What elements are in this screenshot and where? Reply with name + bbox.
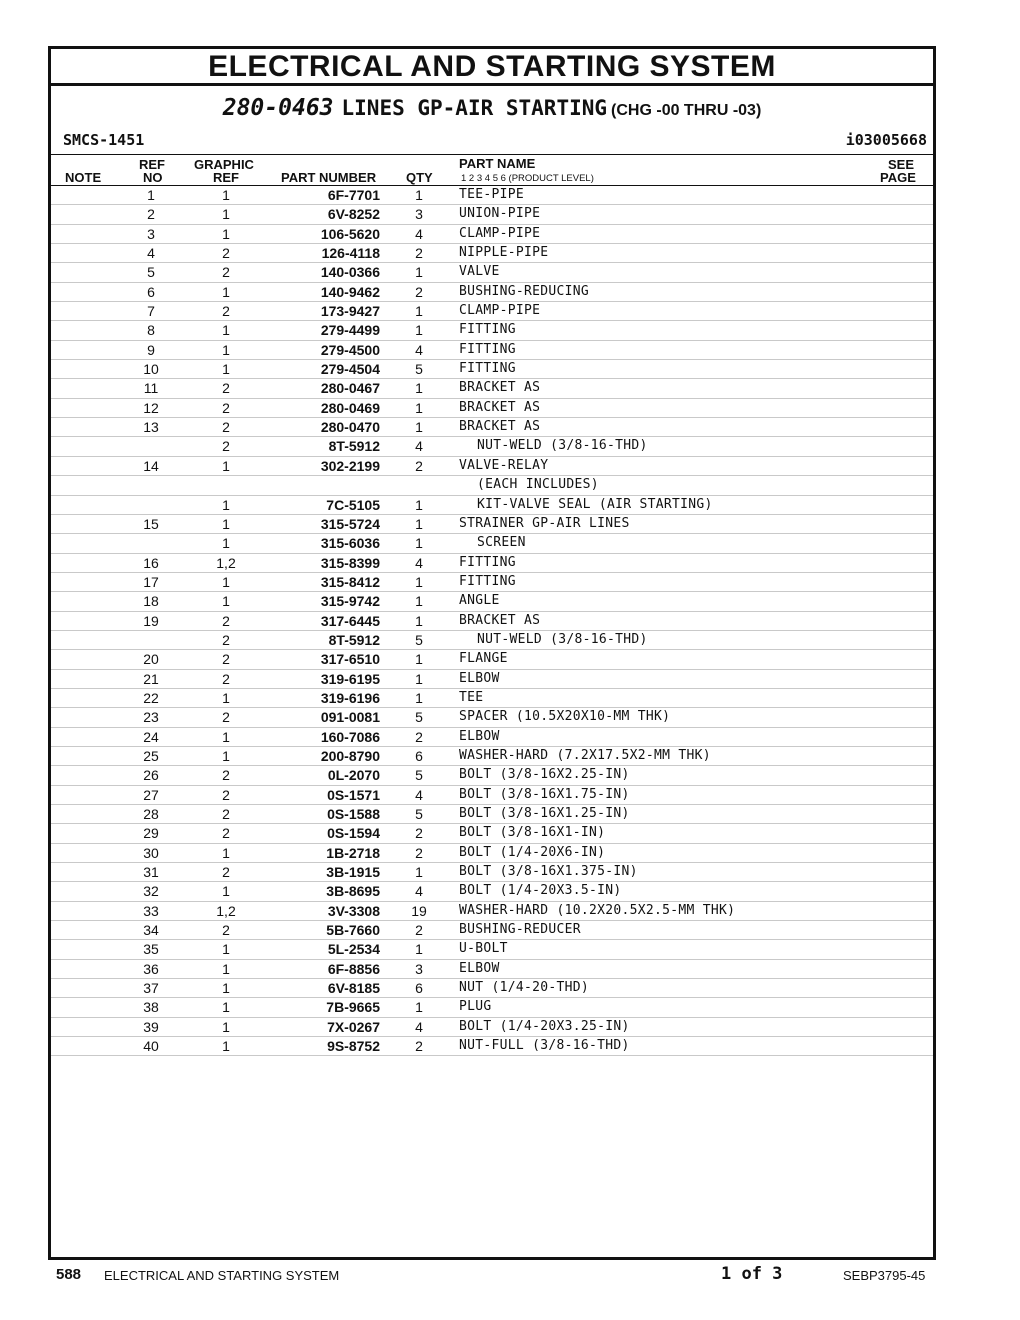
part-name: BOLT (1/4-20X3.25-IN) (459, 1018, 630, 1034)
part-name: FITTING (459, 361, 516, 377)
ref-no: 36 (143, 960, 159, 977)
ref-no: 21 (143, 670, 159, 687)
ref-no: 7 (147, 303, 155, 320)
table-row (51, 379, 933, 398)
table-row (51, 457, 933, 476)
graphic-ref: 1 (222, 206, 230, 223)
change-range: (CHG -00 THRU -03) (611, 102, 762, 119)
part-number: 319-6195 (320, 670, 380, 687)
graphic-ref: 1 (222, 747, 230, 764)
col-product-levels: 1 2 3 4 5 6 (PRODUCT LEVEL) (461, 173, 594, 184)
ref-no: 35 (143, 941, 159, 958)
part-name: BOLT (1/4-20X6-IN) (459, 844, 606, 860)
part-name: FITTING (459, 554, 516, 570)
col-note: NOTE (65, 170, 102, 185)
footer-page-count: 1 of 3 (721, 1264, 783, 1284)
graphic-ref: 1 (222, 496, 230, 513)
part-name: ANGLE (459, 593, 500, 609)
part-number: 0S-1588 (327, 806, 380, 822)
quantity: 2 (415, 922, 423, 939)
group-heading (51, 86, 933, 128)
graphic-ref: 2 (222, 399, 230, 416)
quantity: 6 (415, 747, 423, 764)
part-number: 279-4499 (320, 322, 380, 339)
quantity: 1 (415, 999, 423, 1016)
page-title: ELECTRICAL AND STARTING SYSTEM (51, 49, 933, 86)
quantity: 5 (415, 709, 423, 726)
quantity: 1 (415, 689, 423, 706)
graphic-ref: 2 (222, 825, 230, 842)
part-name: PLUG (459, 999, 492, 1015)
graphic-ref: 2 (222, 864, 230, 881)
part-name: VALVE-RELAY (459, 457, 549, 473)
part-number: 1B-2718 (326, 844, 380, 861)
table-row (51, 515, 933, 534)
table-row (51, 302, 933, 321)
graphic-ref: 1 (222, 573, 230, 590)
table-row (51, 631, 933, 650)
quantity: 4 (415, 341, 423, 358)
part-number: 7C-5105 (326, 496, 380, 513)
part-name: BOLT (3/8-16X1.375-IN) (459, 864, 638, 880)
part-name: (EACH INCLUDES) (477, 477, 599, 493)
quantity: 2 (415, 283, 423, 300)
table-row (51, 186, 933, 205)
part-name: BOLT (1/4-20X3.5-IN) (459, 883, 622, 899)
ref-no: 37 (143, 980, 159, 997)
part-name: SPACER (10.5X20X10-MM THK) (459, 709, 671, 725)
graphic-ref: 1 (222, 728, 230, 745)
part-number: 160-7086 (320, 728, 380, 745)
part-number: 279-4500 (320, 341, 380, 358)
part-name: WASHER-HARD (10.2X20.5X2.5-MM THK) (459, 902, 736, 918)
part-number: 280-0469 (320, 399, 380, 416)
ref-no: 3 (147, 225, 155, 242)
group-name: LINES GP-AIR STARTING (341, 96, 608, 120)
table-row (51, 554, 933, 573)
quantity: 1 (415, 612, 423, 629)
part-name: BRACKET AS (459, 399, 541, 415)
quantity: 1 (415, 399, 423, 416)
graphic-ref: 1 (222, 980, 230, 997)
part-number: 319-6196 (320, 689, 380, 706)
graphic-ref: 1 (222, 999, 230, 1016)
part-name: NUT-WELD (3/8-16-THD) (477, 438, 648, 454)
part-name: ELBOW (459, 670, 500, 686)
table-row (51, 728, 933, 747)
part-number: 280-0470 (320, 419, 380, 436)
part-name: VALVE (459, 264, 500, 280)
ref-no: 4 (147, 245, 155, 262)
part-name: SCREEN (477, 535, 526, 551)
ref-no: 19 (143, 612, 159, 629)
footer-section-title: ELECTRICAL AND STARTING SYSTEM (104, 1268, 340, 1283)
table-row (51, 786, 933, 805)
ref-no: 10 (143, 361, 159, 378)
ref-no: 28 (143, 806, 159, 822)
footer-page-number: 588 (56, 1266, 82, 1283)
graphic-ref: 1 (222, 535, 230, 552)
table-row (51, 341, 933, 360)
ref-no: 29 (143, 825, 159, 842)
ref-no: 14 (143, 457, 159, 474)
quantity: 2 (415, 728, 423, 745)
ref-no: 18 (143, 593, 159, 610)
part-number: 6V-8185 (327, 980, 380, 997)
quantity: 3 (415, 206, 423, 223)
col-graphic-bottom: REF (213, 170, 239, 185)
table-row (51, 283, 933, 302)
part-number: 6F-7701 (327, 187, 380, 203)
table-row (51, 747, 933, 766)
graphic-ref: 2 (222, 670, 230, 687)
table-row (51, 437, 933, 456)
part-name: NUT-FULL (3/8-16-THD) (459, 1038, 630, 1054)
graphic-ref: 2 (222, 612, 230, 629)
graphic-ref: 1 (222, 844, 230, 861)
quantity: 2 (415, 825, 423, 842)
part-number: 315-5724 (320, 515, 380, 532)
graphic-ref: 1 (222, 187, 230, 203)
col-ref-top: REF (139, 157, 165, 172)
part-number: 0S-1594 (327, 825, 380, 842)
ref-no: 30 (143, 844, 159, 861)
part-number: 140-0366 (320, 264, 380, 281)
ref-no: 23 (143, 709, 159, 726)
quantity: 4 (415, 1018, 423, 1035)
part-number: 200-8790 (320, 747, 380, 764)
part-name: FITTING (459, 341, 516, 357)
quantity: 19 (411, 902, 427, 919)
table-row (51, 592, 933, 611)
table-row (51, 418, 933, 437)
table-row (51, 612, 933, 631)
quantity: 1 (415, 264, 423, 281)
part-number: 279-4504 (320, 361, 380, 378)
quantity: 1 (415, 322, 423, 339)
part-name: UNION-PIPE (459, 206, 541, 222)
quantity: 1 (415, 593, 423, 610)
table-row (51, 496, 933, 515)
part-number: 280-0467 (320, 380, 380, 397)
table-row (51, 205, 933, 224)
part-number: 315-9742 (320, 593, 380, 610)
part-number: 126-4118 (321, 245, 380, 262)
part-number: 8T-5912 (328, 631, 380, 648)
ref-no: 12 (143, 399, 159, 416)
table-row (51, 766, 933, 785)
table-row (51, 960, 933, 979)
table-row (51, 399, 933, 418)
col-part-name: PART NAME (459, 156, 536, 171)
part-number: 3B-8695 (326, 883, 380, 900)
graphic-ref: 2 (222, 245, 230, 262)
col-see-top: SEE (888, 157, 915, 172)
col-part-number: PART NUMBER (281, 170, 377, 185)
ref-no: 22 (143, 689, 159, 706)
part-number: 3V-3308 (327, 902, 380, 919)
col-see-bottom: PAGE (880, 170, 916, 185)
page-frame (48, 46, 936, 1260)
part-name: NUT-WELD (3/8-16-THD) (477, 631, 648, 647)
graphic-ref: 1 (222, 341, 230, 358)
part-number: 317-6445 (320, 612, 380, 629)
quantity: 5 (415, 806, 423, 822)
part-number: 9S-8752 (327, 1038, 380, 1055)
part-name: FITTING (459, 573, 516, 589)
ref-no: 24 (143, 728, 159, 745)
ref-no: 9 (147, 341, 155, 358)
graphic-ref: 1 (222, 1038, 230, 1055)
part-number: 317-6510 (320, 651, 380, 668)
ref-no: 6 (147, 283, 155, 300)
ref-no: 33 (143, 902, 159, 919)
part-name: BRACKET AS (459, 612, 541, 628)
table-row (51, 805, 933, 824)
graphic-ref: 1 (222, 960, 230, 977)
table-row (51, 244, 933, 263)
part-number: 091-0081 (320, 709, 380, 726)
graphic-ref: 2 (222, 419, 230, 436)
part-number: 8T-5912 (328, 438, 380, 455)
graphic-ref: 2 (222, 922, 230, 939)
ref-no: 34 (143, 922, 159, 939)
table-row (51, 882, 933, 901)
part-number: 0S-1571 (327, 786, 380, 803)
quantity: 2 (415, 457, 423, 474)
col-graphic-top: GRAPHIC (194, 157, 254, 172)
part-name: BUSHING-REDUCER (459, 922, 581, 938)
ref-no: 27 (143, 786, 159, 803)
quantity: 2 (415, 844, 423, 861)
part-number: 5L-2534 (327, 941, 380, 958)
quantity: 1 (415, 670, 423, 687)
graphic-ref: 1 (222, 225, 230, 242)
part-name: KIT-VALVE SEAL (AIR STARTING) (477, 496, 713, 512)
graphic-ref: 1 (222, 515, 230, 532)
ref-no: 2 (147, 206, 155, 223)
quantity: 1 (415, 187, 423, 203)
part-number: 315-8399 (320, 554, 380, 571)
quantity: 4 (415, 786, 423, 803)
graphic-ref: 1 (222, 457, 230, 474)
table-row (51, 902, 933, 921)
page-footer (0, 1264, 1020, 1294)
quantity: 5 (415, 361, 423, 378)
part-name: BOLT (3/8-16X1.75-IN) (459, 786, 630, 802)
graphic-ref: 1 (222, 689, 230, 706)
quantity: 1 (415, 941, 423, 958)
part-name: BRACKET AS (459, 419, 541, 435)
quantity: 1 (415, 303, 423, 320)
part-number: 302-2199 (320, 457, 380, 474)
quantity: 4 (415, 883, 423, 900)
ref-no: 15 (143, 515, 159, 532)
table-row (51, 670, 933, 689)
quantity: 1 (415, 496, 423, 513)
quantity: 4 (415, 225, 423, 242)
quantity: 1 (415, 380, 423, 397)
col-ref-bottom: NO (143, 170, 163, 185)
graphic-ref: 2 (222, 438, 230, 455)
ref-no: 17 (143, 573, 159, 590)
part-name: TEE-PIPE (459, 187, 525, 202)
ref-no: 11 (143, 380, 159, 397)
column-header (51, 155, 933, 186)
part-name: BRACKET AS (459, 380, 541, 396)
part-name: ELBOW (459, 728, 500, 744)
graphic-ref: 2 (222, 767, 230, 784)
table-row (51, 844, 933, 863)
quantity: 2 (415, 1038, 423, 1055)
part-name: BOLT (3/8-16X2.25-IN) (459, 767, 630, 783)
ref-no: 32 (143, 883, 159, 900)
part-name: STRAINER GP-AIR LINES (459, 515, 630, 531)
graphic-ref: 2 (222, 651, 230, 668)
table-row (51, 921, 933, 940)
table-row (51, 863, 933, 882)
ref-no: 26 (143, 767, 159, 784)
part-number: 5B-7660 (326, 922, 380, 939)
graphic-ref: 2 (222, 303, 230, 320)
parts-list (51, 186, 933, 1056)
graphic-ref: 1 (222, 593, 230, 610)
table-row (51, 824, 933, 843)
table-row (51, 321, 933, 340)
graphic-ref: 2 (222, 786, 230, 803)
graphic-ref: 1 (222, 322, 230, 339)
table-row (51, 534, 933, 553)
ref-no: 39 (143, 1018, 159, 1035)
graphic-ref: 2 (222, 380, 230, 397)
quantity: 5 (415, 767, 423, 784)
graphic-ref: 1,2 (216, 554, 236, 571)
graphic-ref: 1 (222, 283, 230, 300)
ref-no: 38 (143, 999, 159, 1016)
part-name: FLANGE (459, 651, 508, 667)
col-qty: QTY (406, 170, 433, 185)
ref-no: 20 (143, 651, 159, 668)
graphic-ref: 1,2 (216, 902, 236, 919)
table-row (51, 979, 933, 998)
graphic-ref: 1 (222, 361, 230, 378)
part-number: 315-6036 (320, 535, 380, 552)
table-row (51, 689, 933, 708)
part-name: U-BOLT (459, 941, 508, 957)
table-row (51, 1037, 933, 1056)
ref-no: 25 (143, 747, 159, 764)
part-name: WASHER-HARD (7.2X17.5X2-MM THK) (459, 747, 711, 763)
graphic-ref: 1 (222, 883, 230, 900)
graphic-ref: 1 (222, 1018, 230, 1035)
quantity: 4 (415, 554, 423, 571)
quantity: 1 (415, 651, 423, 668)
quantity: 1 (415, 573, 423, 590)
graphic-ref: 1 (222, 941, 230, 958)
graphic-ref: 2 (222, 806, 230, 822)
ref-no: 8 (147, 322, 155, 339)
part-name: NIPPLE-PIPE (459, 245, 549, 261)
part-number: 0L-2070 (327, 767, 380, 784)
part-number: 315-8412 (320, 573, 380, 590)
ref-no: 13 (143, 419, 159, 436)
part-name: BOLT (3/8-16X1.25-IN) (459, 806, 630, 821)
part-number: 7B-9665 (326, 999, 380, 1016)
part-name: NUT (1/4-20-THD) (459, 980, 590, 996)
graphic-ref: 2 (222, 631, 230, 648)
part-name: BUSHING-REDUCING (459, 283, 590, 299)
table-row (51, 998, 933, 1017)
smcs-code: SMCS-1451 (63, 131, 145, 149)
ref-no: 5 (147, 264, 155, 281)
part-name: TEE (459, 689, 484, 705)
part-number: 6F-8856 (327, 960, 380, 977)
graphic-ref: 2 (222, 264, 230, 281)
ref-no: 31 (143, 864, 159, 881)
table-row (51, 476, 933, 495)
quantity: 1 (415, 419, 423, 436)
table-row (51, 940, 933, 959)
footer-doc-number: SEBP3795-45 (843, 1268, 926, 1283)
table-row (51, 263, 933, 282)
document-id: i03005668 (845, 131, 927, 149)
part-number: 140-9462 (320, 283, 380, 300)
part-number: 7X-0267 (327, 1018, 380, 1035)
part-name: FITTING (459, 322, 516, 338)
part-name: BOLT (3/8-16X1-IN) (459, 825, 606, 841)
part-number: 106-5620 (320, 225, 380, 242)
quantity: 5 (415, 631, 423, 648)
part-name: CLAMP-PIPE (459, 303, 541, 319)
ref-no: 16 (143, 554, 159, 571)
quantity: 3 (415, 960, 423, 977)
quantity: 4 (415, 438, 423, 455)
smcs-row (51, 128, 933, 155)
part-name: CLAMP-PIPE (459, 225, 541, 241)
quantity: 2 (415, 245, 423, 262)
ref-no: 1 (147, 187, 155, 203)
table-row (51, 650, 933, 669)
table-row (51, 708, 933, 727)
group-number: 280-0463 (222, 95, 334, 121)
quantity: 1 (415, 515, 423, 532)
part-number: 6V-8252 (327, 206, 380, 223)
table-row (51, 360, 933, 379)
part-number: 173-9427 (320, 303, 380, 320)
quantity: 1 (415, 535, 423, 552)
part-number: 3B-1915 (326, 864, 380, 881)
table-row (51, 1018, 933, 1037)
ref-no: 40 (143, 1038, 159, 1055)
table-row (51, 573, 933, 592)
table-row (51, 225, 933, 244)
part-name: ELBOW (459, 960, 500, 976)
quantity: 6 (415, 980, 423, 997)
graphic-ref: 2 (222, 709, 230, 726)
quantity: 1 (415, 864, 423, 881)
